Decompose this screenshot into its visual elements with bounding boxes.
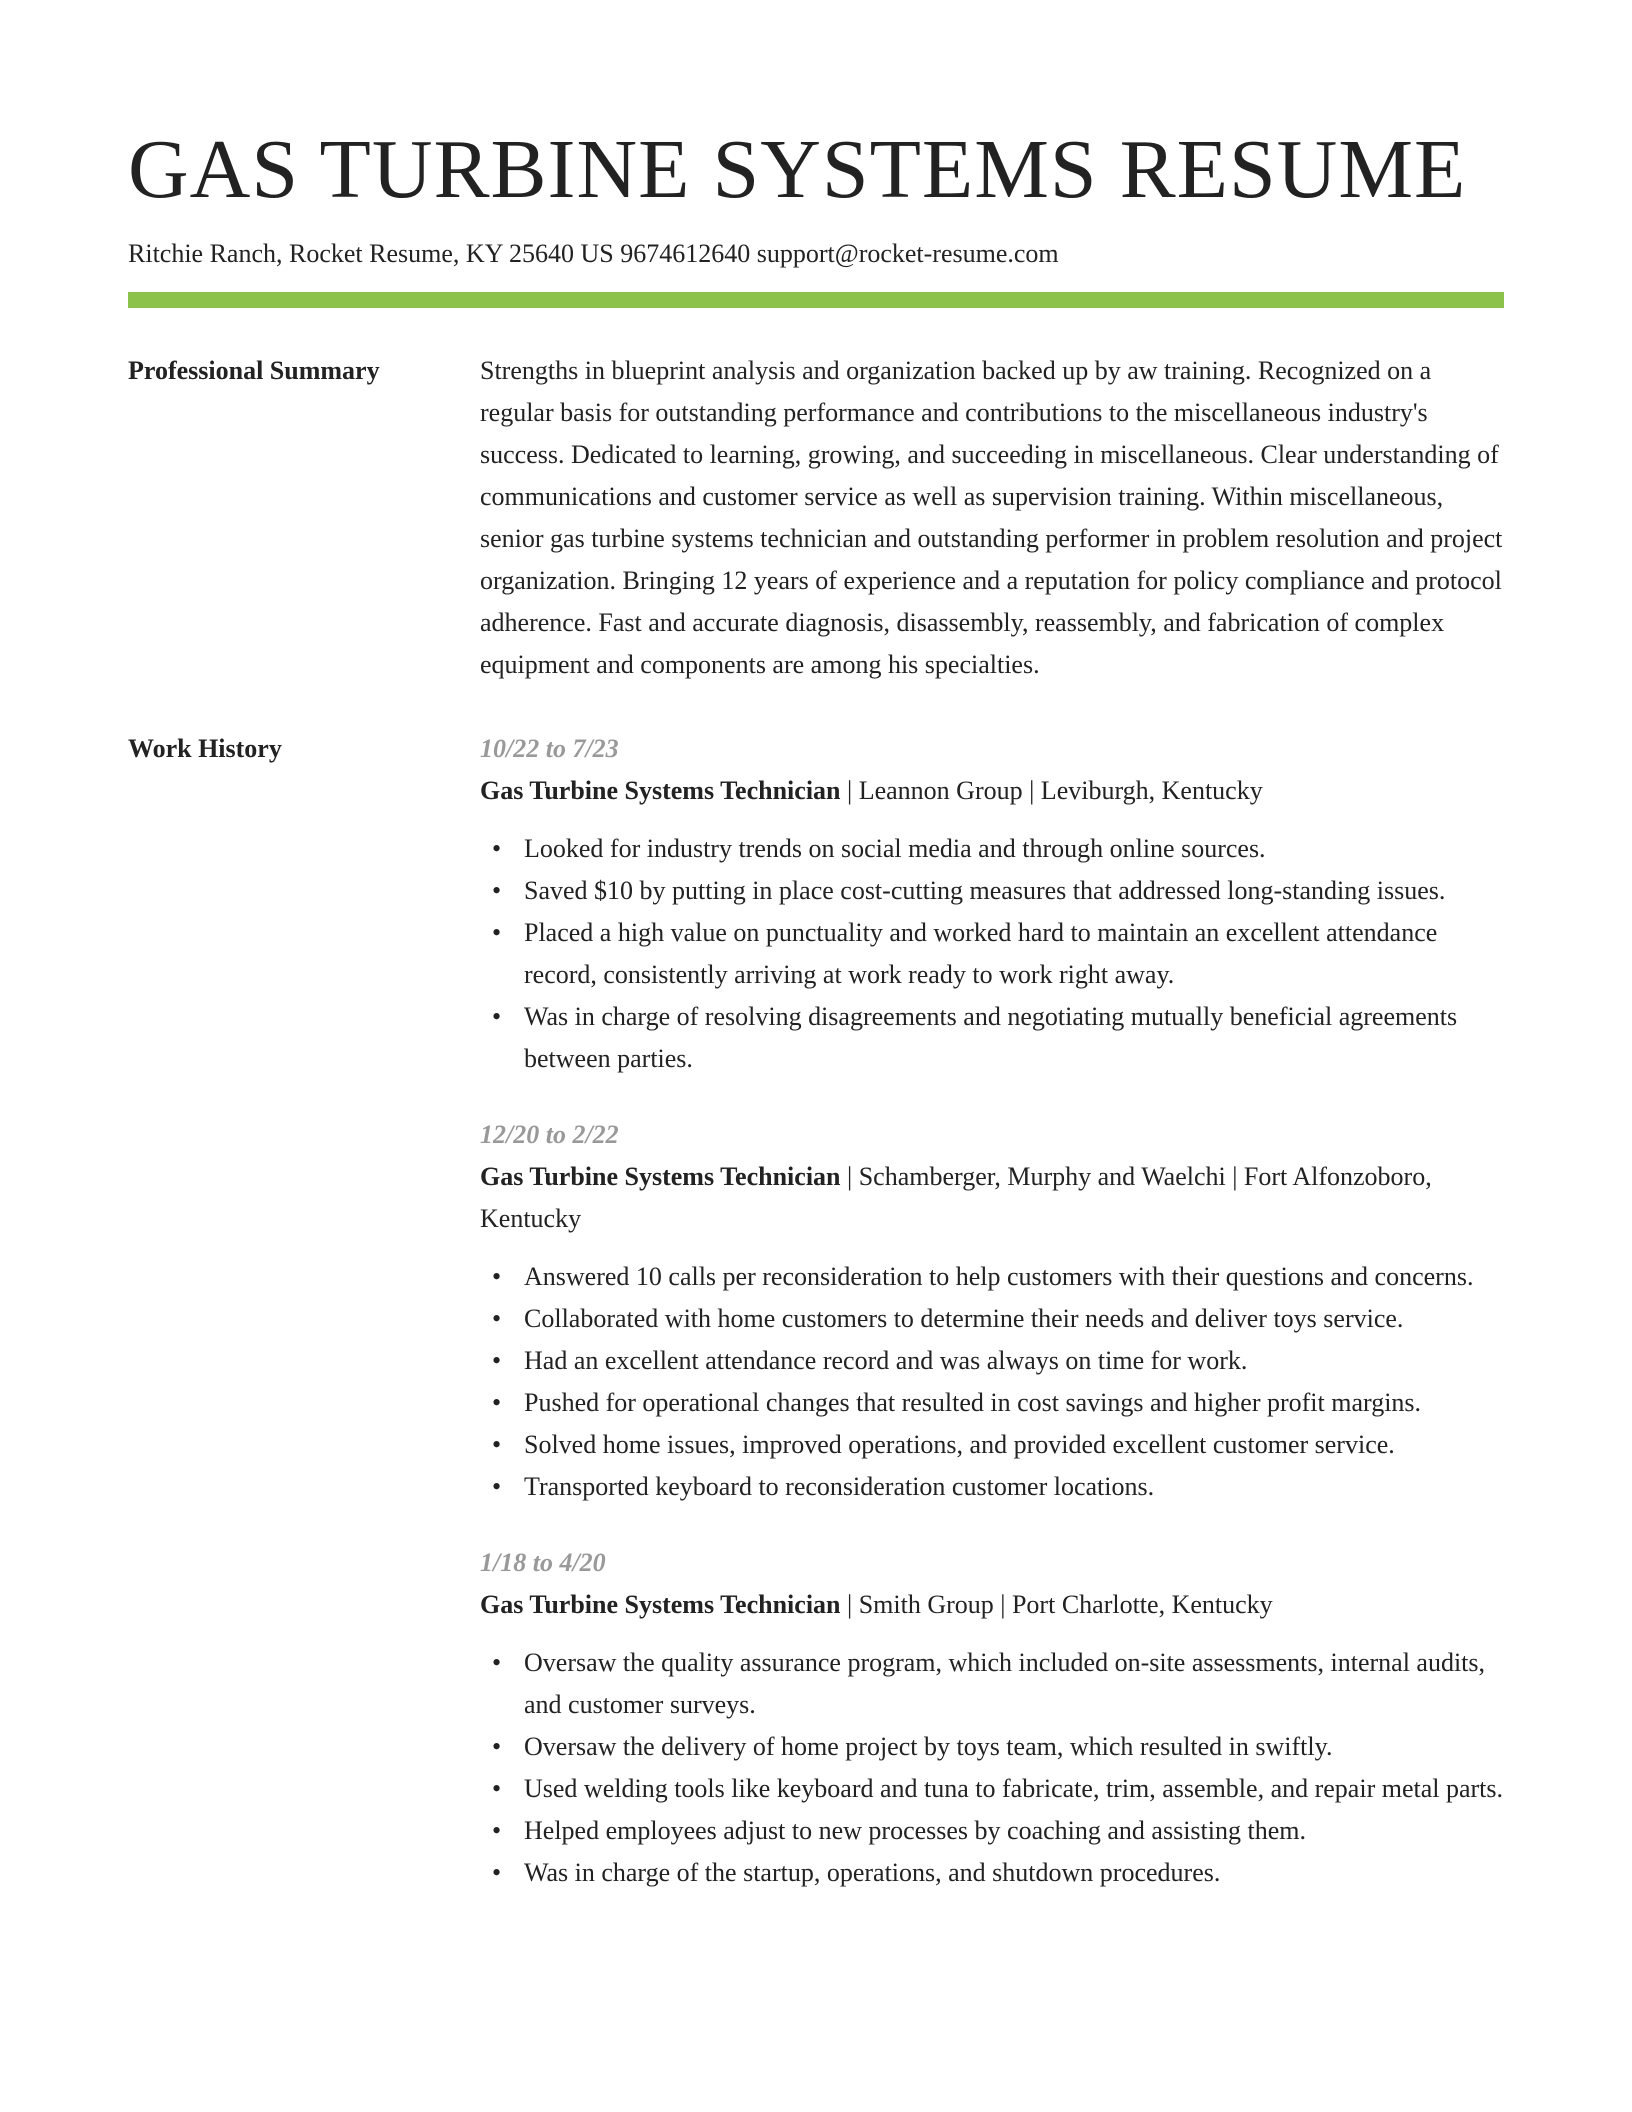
bullet-icon: • — [492, 1816, 502, 1845]
job-title: Gas Turbine Systems Technician — [480, 1162, 841, 1191]
job-entry — [480, 1542, 1504, 1894]
bullet-icon: • — [492, 1346, 502, 1375]
bullet-text: Used welding tools like keyboard and tuna to fabricate, trim, assemble, and repair metal parts. — [524, 1774, 1504, 1803]
list-item — [480, 912, 1504, 996]
list-item — [480, 1466, 1504, 1508]
bullet-text: Looked for industry trends on social media and through online sources. — [524, 834, 1266, 863]
contact-line: Ritchie Ranch, Rocket Resume, KY 25640 US 9674612640 support@rocket-resume.com — [128, 239, 1059, 268]
bullet-text: Was in charge of the startup, operations, and shutdown procedures. — [524, 1858, 1221, 1887]
bullet-text: Saved $10 by putting in place cost-cutting measures that addressed long-standing issues. — [524, 876, 1446, 905]
bullet-text: Helped employees adjust to new processes by coaching and assisting them. — [524, 1816, 1306, 1845]
job-dates: 10/22 to 7/23 — [480, 734, 619, 763]
section-label-summary: Professional Summary — [128, 356, 380, 385]
bullet-icon: • — [492, 1648, 502, 1677]
accent-divider — [128, 292, 1504, 308]
list-item — [480, 1256, 1504, 1298]
job-heading — [480, 1156, 1504, 1240]
job-bullet-list — [480, 1642, 1504, 1894]
bullet-icon: • — [492, 1388, 502, 1417]
list-item — [480, 870, 1504, 912]
list-item — [480, 828, 1504, 870]
job-dates: 12/20 to 2/22 — [480, 1120, 619, 1149]
bullet-text: Was in charge of resolving disagreements and negotiating mutually beneficial agreements between parties. — [524, 1002, 1458, 1073]
job-heading — [480, 1584, 1504, 1626]
bullet-icon: • — [492, 1262, 502, 1291]
bullet-icon: • — [492, 918, 502, 947]
professional-summary-section — [128, 350, 1504, 686]
list-item — [480, 1340, 1504, 1382]
list-item — [480, 1852, 1504, 1894]
bullet-text: Transported keyboard to reconsideration customer locations. — [524, 1472, 1155, 1501]
bullet-icon: • — [492, 1774, 502, 1803]
bullet-text: Answered 10 calls per reconsideration to help customers with their questions and concerns. — [524, 1262, 1474, 1291]
bullet-text: Collaborated with home customers to determine their needs and deliver toys service. — [524, 1304, 1404, 1333]
job-bullet-list — [480, 828, 1504, 1080]
bullet-text: Oversaw the delivery of home project by toys team, which resulted in swiftly. — [524, 1732, 1333, 1761]
job-dates: 1/18 to 4/20 — [480, 1548, 606, 1577]
list-item — [480, 1298, 1504, 1340]
section-label-work-history: Work History — [128, 734, 282, 763]
list-item — [480, 1810, 1504, 1852]
jobs-list — [480, 728, 1504, 1894]
list-item — [480, 1424, 1504, 1466]
bullet-icon: • — [492, 1002, 502, 1031]
list-item — [480, 1642, 1504, 1726]
bullet-icon: • — [492, 1858, 502, 1887]
job-bullet-list — [480, 1256, 1504, 1508]
list-item — [480, 996, 1504, 1080]
bullet-text: Solved home issues, improved operations, and provided excellent customer service. — [524, 1430, 1395, 1459]
job-details: | Leannon Group | Leviburgh, Kentucky — [840, 776, 1263, 805]
list-item — [480, 1726, 1504, 1768]
work-history-section — [128, 728, 1504, 1894]
bullet-text: Had an excellent attendance record and was always on time for work. — [524, 1346, 1248, 1375]
bullet-icon: • — [492, 1732, 502, 1761]
resume-title: GAS TURBINE SYSTEMS RESUME — [128, 123, 1467, 216]
job-entry — [480, 1114, 1504, 1508]
bullet-text: Oversaw the quality assurance program, which included on-site assessments, internal audits, and customer surveys. — [524, 1648, 1486, 1719]
job-title: Gas Turbine Systems Technician — [480, 1590, 841, 1619]
list-item — [480, 1382, 1504, 1424]
bullet-icon: • — [492, 1430, 502, 1459]
job-details: | Smith Group | Port Charlotte, Kentucky — [840, 1590, 1273, 1619]
job-details: | Schamberger, Murphy and Waelchi | Fort Alfonzoboro, Kentucky — [480, 1162, 1432, 1233]
bullet-icon: • — [492, 1304, 502, 1333]
list-item — [480, 1768, 1504, 1810]
summary-text: Strengths in blueprint analysis and organization backed up by aw training. Recognized on a regular basis for outstanding performance and contributions to the miscellaneous industry's success. Dedicated to learning, growing, and succeeding in miscellaneous. Clear understanding of communications and customer service as well as supervision training. Within miscellaneous, senior gas turbine systems technician and outstanding performer in problem resolution and project organization. Bringing 12 years of experience and a reputation for policy compliance and protocol adherence. Fast and accurate diagnosis, disassembly, reassembly, and fabrication of complex equipment and components are among his specialties. — [480, 356, 1503, 679]
bullet-text: Pushed for operational changes that resulted in cost savings and higher profit margins. — [524, 1388, 1422, 1417]
bullet-text: Placed a high value on punctuality and worked hard to maintain an excellent attendance record, consistently arriving at work ready to work right away. — [524, 918, 1438, 989]
job-entry — [480, 728, 1504, 1080]
job-title: Gas Turbine Systems Technician — [480, 776, 841, 805]
job-heading — [480, 770, 1504, 812]
bullet-icon: • — [492, 876, 502, 905]
bullet-icon: • — [492, 1472, 502, 1501]
bullet-icon: • — [492, 834, 502, 863]
resume-page — [128, 118, 1504, 1894]
